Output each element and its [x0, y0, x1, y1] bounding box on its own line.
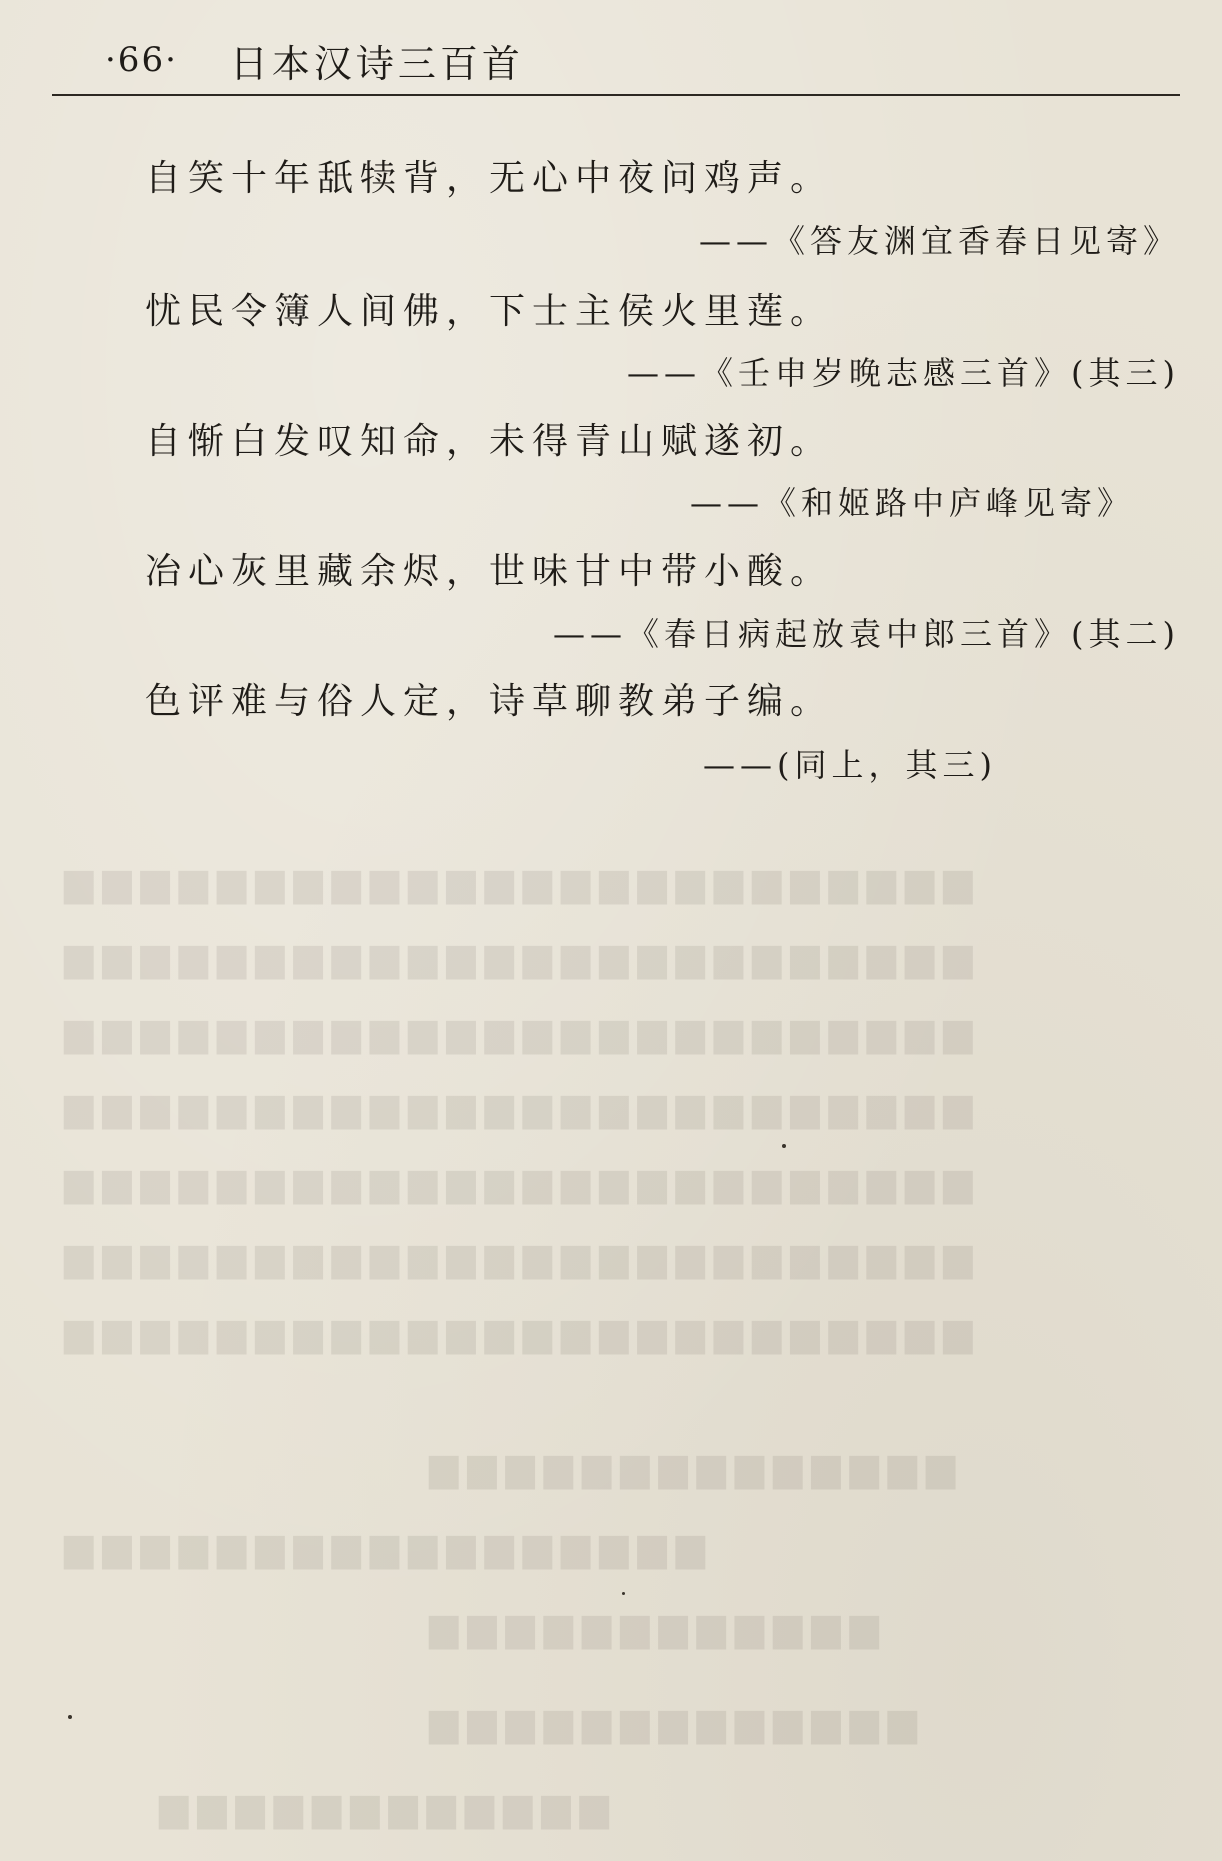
verse-line: 色评难与俗人定，诗草聊教弟子编。	[145, 681, 834, 722]
bleed-through-texture: ▆▆▆▆▆▆▆▆▆▆▆▆▆▆▆▆▆	[55, 1525, 705, 1569]
verse-source: ——《春日病起放袁中郎三首》(其二)	[553, 615, 1180, 653]
book-title: 日本汉诗三百首	[229, 41, 524, 86]
print-speck	[782, 1144, 786, 1148]
verse-source: ——《答友渊宜香春日见寄》	[698, 222, 1180, 260]
verse-line: 冶心灰里藏余烬，世味甘中带小酸。	[145, 551, 834, 592]
verse-source: ——《壬申岁晚志感三首》(其三)	[627, 354, 1180, 392]
header-rule	[52, 94, 1180, 96]
bleed-through-texture: ▆▆▆▆▆▆▆▆▆▆▆▆▆▆▆▆▆▆▆▆▆▆▆▆	[55, 1310, 973, 1354]
bleed-through-texture: ▆▆▆▆▆▆▆▆▆▆▆▆▆▆▆▆▆▆▆▆▆▆▆▆	[55, 1085, 973, 1129]
bleed-through-texture: ▆▆▆▆▆▆▆▆▆▆▆▆▆▆	[420, 1445, 956, 1489]
verse-source: ——(同上，其三)	[703, 746, 997, 784]
bleed-through-texture: ▆▆▆▆▆▆▆▆▆▆▆▆▆	[420, 1700, 917, 1744]
print-speck	[68, 1715, 72, 1719]
verse-line: 自笑十年舐犊背，无心中夜问鸡声。	[145, 158, 834, 199]
bleed-through-texture: ▆▆▆▆▆▆▆▆▆▆▆▆▆▆▆▆▆▆▆▆▆▆▆▆	[55, 1010, 973, 1054]
verse-line: 自惭白发叹知命，未得青山赋遂初。	[145, 421, 834, 462]
bleed-through-texture: ▆▆▆▆▆▆▆▆▆▆▆▆▆▆▆▆▆▆▆▆▆▆▆▆	[55, 1160, 973, 1204]
print-speck	[622, 1592, 625, 1595]
bleed-through-texture: ▆▆▆▆▆▆▆▆▆▆▆▆▆▆▆▆▆▆▆▆▆▆▆▆	[55, 1235, 973, 1279]
running-header	[105, 30, 524, 90]
page-number: ·66·	[105, 40, 178, 80]
bleed-through-texture: ▆▆▆▆▆▆▆▆▆▆▆▆▆▆▆▆▆▆▆▆▆▆▆▆	[55, 935, 973, 979]
bleed-through-texture: ▆▆▆▆▆▆▆▆▆▆▆▆	[150, 1785, 609, 1829]
verse-source: ——《和姬路中庐峰见寄》	[689, 484, 1134, 522]
bleed-through-texture: ▆▆▆▆▆▆▆▆▆▆▆▆	[420, 1605, 879, 1649]
verse-line: 忧民令簿人间佛，下士主侯火里莲。	[145, 291, 834, 332]
bleed-through-texture: ▆▆▆▆▆▆▆▆▆▆▆▆▆▆▆▆▆▆▆▆▆▆▆▆	[55, 860, 973, 904]
